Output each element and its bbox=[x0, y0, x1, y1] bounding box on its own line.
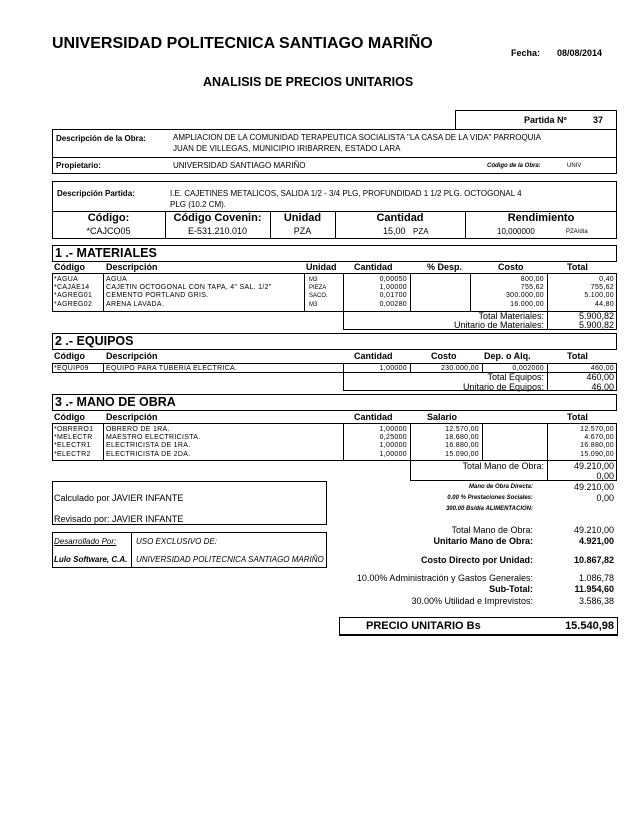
mat-cell-unidad: PIEZA bbox=[309, 285, 327, 291]
summary-codigo-value: *CAJCO05 bbox=[86, 226, 131, 236]
utilidad-label: 30.00% Utilidad e Imprevistos: bbox=[411, 596, 533, 606]
mo-directa-label: Mano de Obra Directa: bbox=[468, 484, 533, 490]
partida-desc-label: Descripción Partida: bbox=[57, 189, 135, 198]
mo-totals-divider bbox=[547, 460, 548, 481]
mat-header-desp: % Desp. bbox=[427, 262, 463, 272]
mo-cell-cantidad: 1,00000 bbox=[379, 426, 407, 433]
mat-cell-cantidad: 0,00280 bbox=[379, 301, 407, 308]
mat-header-total: Total bbox=[567, 262, 588, 272]
mat-cell-desc: CEMENTO PORTLAND GRIS. bbox=[106, 292, 209, 299]
summary-unidad-header: Unidad bbox=[283, 212, 322, 224]
fecha-value: 08/08/2014 bbox=[557, 48, 603, 58]
obra-divider bbox=[52, 157, 617, 158]
materiales-title: 1 .- MATERIALES bbox=[55, 246, 157, 260]
propietario-label: Propietario: bbox=[56, 161, 101, 170]
mo-cell-codigo: *ELECTR1 bbox=[54, 442, 91, 449]
materiales-unit-label: Unitario de Materiales: bbox=[453, 320, 544, 330]
eq-header-codigo: Código bbox=[54, 351, 85, 361]
partida-label: Partida Nº bbox=[524, 115, 567, 125]
propietario-value: UNIVERSIDAD SANTIAGO MARIÑO bbox=[173, 161, 306, 170]
equipos-total-label: Total Equipos: bbox=[487, 372, 544, 382]
admin-value: 1.086,78 bbox=[578, 573, 614, 583]
equipos-title-box bbox=[52, 333, 617, 350]
eq-header-cantidad: Cantidad bbox=[354, 351, 393, 361]
mo-col-div bbox=[103, 423, 104, 461]
summary-covenin-value: E-531.210.010 bbox=[187, 226, 248, 236]
equipos-total-value: 460,00 bbox=[586, 372, 614, 382]
revisado-por: Revisado por: JAVIER INFANTE bbox=[54, 514, 184, 524]
summary-rendimiento-header: Rendimiento bbox=[507, 212, 575, 224]
mo-total2-value: 49.210,00 bbox=[573, 525, 614, 535]
utilidad-value: 3.586,38 bbox=[578, 596, 614, 606]
eq-cell-dep: 0,002000 bbox=[512, 365, 544, 372]
university-title: UNIVERSIDAD POLITECNICA SANTIAGO MARIÑO bbox=[52, 35, 433, 52]
mat-cell-total: 44,80 bbox=[594, 301, 614, 308]
mo-cell-desc: ELECTRICISTA DE 1RA. bbox=[106, 442, 191, 449]
mo-col-div bbox=[343, 423, 344, 461]
mano-obra-title: 3 .- MANO DE OBRA bbox=[55, 395, 176, 409]
fecha-label: Fecha: bbox=[511, 48, 541, 58]
mat-cell-desc: AGUA bbox=[106, 276, 128, 283]
mat-cell-cantidad: 0,01700 bbox=[379, 292, 407, 299]
mo-cell-cantidad: 1,00000 bbox=[379, 451, 407, 458]
eq-totals-divider bbox=[547, 372, 548, 391]
mat-cell-codigo: *CAJAE14 bbox=[54, 284, 90, 291]
mo-cell-desc: OBRERO DE 1RA. bbox=[106, 426, 170, 433]
mo-prest-label: 0.00 % Prestaciones Sociales: bbox=[447, 495, 533, 501]
costo-directo-label: Costo Directo por Unidad: bbox=[421, 555, 533, 565]
mo-alim-label: 300.00 Bs/día ALIMENTACION: bbox=[445, 506, 533, 512]
mo-cell-codigo: *OBRERO1 bbox=[54, 426, 94, 433]
mo-header-cantidad: Cantidad bbox=[354, 412, 393, 422]
desarrollado-label: Desarrollado Por: bbox=[54, 537, 117, 546]
mo-cell-total: 4.670,00 bbox=[584, 434, 614, 441]
equipos-title: 2 .- EQUIPOS bbox=[55, 334, 134, 348]
mo-unit-value: 4.921,00 bbox=[578, 536, 614, 546]
obra-desc-line1: AMPLIACION DE LA COMUNIDAD TERAPEUTICA SOCIALISTA "LA CASA DE LA VIDA" PARROQUIA bbox=[173, 133, 542, 142]
mat-header-costo: Costo bbox=[498, 262, 524, 272]
eq-header-costo: Costo bbox=[431, 351, 457, 361]
admin-label: 10.00% Administración y Gastos Generales: bbox=[356, 573, 533, 583]
equipos-unit-label: Unitario de Equipos: bbox=[462, 382, 544, 392]
mano-obra-total-label: Total Mano de Obra: bbox=[462, 461, 544, 471]
mo-cell-cantidad: 0,25000 bbox=[379, 434, 407, 441]
mo-header-total: Total bbox=[567, 412, 588, 422]
precio-unitario-label: PRECIO UNITARIO Bs bbox=[366, 620, 481, 632]
mo-cell-desc: MAESTRO ELECTRICISTA. bbox=[106, 434, 201, 441]
page-title: ANALISIS DE PRECIOS UNITARIOS bbox=[203, 75, 414, 89]
eq-cell-codigo: *EQUIP09 bbox=[54, 365, 89, 372]
eq-cell-costo: 230.000,00 bbox=[440, 365, 479, 372]
mat-cell-total: 0,40 bbox=[599, 276, 614, 283]
mat-header-cantidad: Cantidad bbox=[354, 262, 393, 272]
precio-unitario-value: 15.540,98 bbox=[565, 620, 614, 632]
mo-cell-desc: ELECTRICISTA DE 2DA. bbox=[106, 451, 191, 458]
summary-rendimiento-value: 10,000000 bbox=[497, 227, 535, 236]
summary-cantidad-unit: PZA bbox=[413, 227, 429, 236]
mat-cell-total: 5.100,00 bbox=[584, 292, 614, 299]
subtotal-value: 11.954,60 bbox=[574, 584, 614, 594]
mo-unit-label: Unitario Mano de Obra: bbox=[433, 536, 533, 546]
summary-covenin-header: Código Covenin: bbox=[173, 212, 262, 224]
mat-cell-costo: 800,00 bbox=[520, 276, 544, 283]
mo-directa-value: 49.210,00 bbox=[573, 482, 614, 492]
mat-cell-total: 755,62 bbox=[590, 284, 614, 291]
eq-header-total: Total bbox=[567, 351, 588, 361]
eq-header-dep: Dep. o Alq. bbox=[484, 351, 531, 361]
summary-codigo-header: Código: bbox=[87, 212, 130, 224]
materiales-total-label: Total Materiales: bbox=[478, 311, 544, 321]
mo-cell-total: 15.090,00 bbox=[580, 451, 614, 458]
mat-col-div bbox=[103, 273, 104, 312]
partida-desc-line2: PLG (10.2 CM). bbox=[170, 200, 227, 209]
eq-cell-cantidad: 1,00000 bbox=[379, 365, 407, 372]
mat-header-unidad: Unidad bbox=[306, 262, 337, 272]
mat-cell-desc: ARENA LAVADA. bbox=[106, 301, 165, 308]
mat-cell-costo: 300.000,00 bbox=[505, 292, 544, 299]
mat-cell-costo: 755,62 bbox=[520, 284, 544, 291]
mo-cell-salario: 18.680,00 bbox=[445, 434, 479, 441]
footer-credit-divider bbox=[131, 532, 132, 568]
calculado-por: Calculado por JAVIER INFANTE bbox=[54, 493, 184, 503]
mat-cell-codigo: *AGREG01 bbox=[54, 292, 93, 299]
mat-col-div bbox=[410, 273, 411, 312]
mo-cell-total: 12.570,00 bbox=[580, 426, 614, 433]
mo-cell-total: 16.880,00 bbox=[580, 442, 614, 449]
codigo-obra-label: Código de la Obra: bbox=[487, 163, 541, 169]
materiales-total-value: 5.900,82 bbox=[578, 311, 614, 321]
mo-prest-value: 0,00 bbox=[596, 493, 614, 503]
mo-cell-cantidad: 1,00000 bbox=[379, 442, 407, 449]
mo-header-desc: Descripción bbox=[106, 412, 158, 422]
mat-header-codigo: Código bbox=[54, 262, 85, 272]
software-name: Lulo Software, C.A. bbox=[54, 555, 128, 564]
mo-col-div bbox=[410, 423, 411, 461]
summary-unidad-value: PZA bbox=[293, 226, 312, 236]
mat-header-desc: Descripción bbox=[106, 262, 158, 272]
mo-cell-salario: 15.090,00 bbox=[445, 451, 479, 458]
eq-cell-desc: EQUIPO PARA TUBERIA ELECTRICA. bbox=[106, 365, 238, 372]
mat-col-div bbox=[547, 273, 548, 312]
mo-cell-salario: 16.880,00 bbox=[445, 442, 479, 449]
mat-col-div bbox=[343, 273, 344, 312]
obra-desc-line2: JUAN DE VILLEGAS, MUNICIPIO IRIBARREN, ESTADO LARA bbox=[173, 144, 401, 153]
uso-exclusivo-label: USO EXCLUSIVO DE: bbox=[136, 537, 217, 546]
eq-header-desc: Descripción bbox=[106, 351, 158, 361]
mat-col-div bbox=[304, 273, 305, 312]
summary-cantidad-value: 15,00 bbox=[383, 226, 406, 236]
mo-cell-salario: 12.570,00 bbox=[445, 426, 479, 433]
mat-cell-cantidad: 0,00050 bbox=[379, 276, 407, 283]
mat-cell-costo: 16.000,00 bbox=[510, 301, 544, 308]
materiales-unit-value: 5.900,82 bbox=[578, 320, 614, 330]
eq-cell-total: 460,00 bbox=[590, 365, 614, 372]
mat-cell-cantidad: 1,00000 bbox=[379, 284, 407, 291]
footer-univ: UNIVERSIDAD POLITECNICA SANTIAGO MARIÑO bbox=[136, 555, 324, 564]
mo-col-div bbox=[547, 423, 548, 461]
summary-cantidad-header: Cantidad bbox=[376, 212, 424, 224]
costo-directo-value: 10.867,82 bbox=[573, 555, 614, 565]
mat-cell-desc: CAJETIN OCTOGONAL CON TAPA, 4" SAL. 1/2" bbox=[106, 284, 272, 291]
mat-cell-unidad: M3 bbox=[309, 277, 318, 283]
obra-desc-label: Descripción de la Obra: bbox=[56, 134, 146, 143]
mo-cell-codigo: *ELECTR2 bbox=[54, 451, 91, 458]
mat-cell-codigo: *AGUA bbox=[54, 276, 79, 283]
equipos-unit-value: 46,00 bbox=[591, 382, 614, 392]
partida-number: 37 bbox=[593, 115, 604, 125]
subtotal-label: Sub-Total: bbox=[489, 584, 533, 594]
mano-obra-total-value: 49.210,00 bbox=[573, 461, 614, 471]
mat-cell-unidad: M3 bbox=[309, 302, 318, 308]
mat-cell-unidad: SACO. bbox=[309, 293, 328, 299]
codigo-obra-value: UNIV bbox=[567, 163, 582, 169]
eq-col-div bbox=[103, 363, 104, 373]
mano-obra-blank-value: 0,00 bbox=[596, 471, 614, 481]
mo-total2-label: Total Mano de Obra: bbox=[451, 525, 533, 535]
mat-totals-divider bbox=[547, 311, 548, 330]
mat-cell-codigo: *AGREG02 bbox=[54, 301, 93, 308]
mo-cell-codigo: *MELECTR bbox=[54, 434, 93, 441]
mo-col-div bbox=[482, 423, 483, 461]
mo-header-codigo: Código bbox=[54, 412, 85, 422]
summary-rendimiento-unit: PZA/día bbox=[566, 229, 588, 235]
mat-col-div bbox=[470, 273, 471, 312]
partida-desc-line1: I.E. CAJETINES METALICOS, SALIDA 1/2 - 3/4 PLG, PROFUNDIDAD 1 1/2 PLG. OCTOGONAL 4 bbox=[170, 189, 522, 198]
mo-header-salario: Salario bbox=[427, 412, 458, 422]
